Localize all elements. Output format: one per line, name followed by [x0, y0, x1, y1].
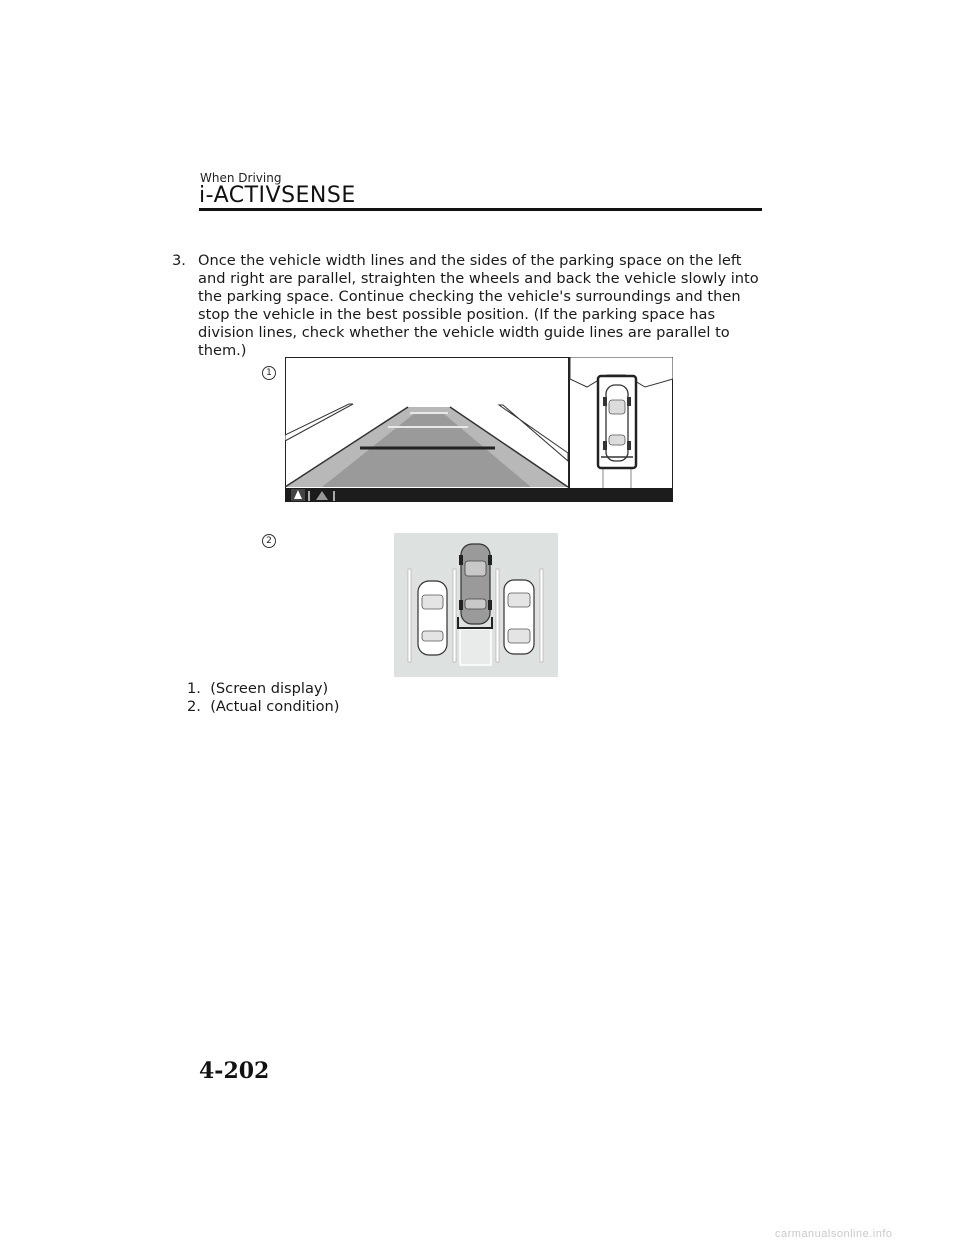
car-top-view-icon [504, 580, 534, 654]
car-top-view-icon [603, 385, 631, 461]
legend-number: 1. [187, 680, 201, 697]
legend-item [187, 698, 339, 716]
screen-display-figure [285, 357, 673, 502]
car-top-view-icon [459, 544, 492, 624]
section-label: When Driving [200, 171, 282, 185]
legend-text: (Actual condition) [210, 698, 340, 715]
step-number: 3. [172, 252, 186, 269]
figure-legend [187, 680, 339, 716]
chapter-title: i-ACTIVSENSE [199, 183, 356, 208]
callout-2: 2 [262, 534, 276, 548]
actual-condition-figure [394, 533, 558, 677]
step-3 [172, 252, 772, 360]
cone-warning-icon [291, 489, 305, 501]
legend-text: (Screen display) [210, 680, 329, 697]
legend-number: 2. [187, 698, 201, 715]
page-number: 4-202 [199, 1058, 270, 1084]
watermark: carmanualsonline.info [775, 1228, 893, 1240]
legend-item [187, 680, 339, 698]
header-rule [199, 208, 762, 211]
car-top-view-icon [418, 581, 447, 655]
step-text: Once the vehicle width lines and the sides of the parking space on the left and right are parallel, straighten the wheels and back the vehicle slowly into the parking space. Continue checking the vehicle's surroundings and then stop the vehicle in the best possible position. (If the parking space has division lines, check whether the vehicle width guide lines are parallel to them.) [198, 252, 759, 359]
callout-1: 1 [262, 366, 276, 380]
